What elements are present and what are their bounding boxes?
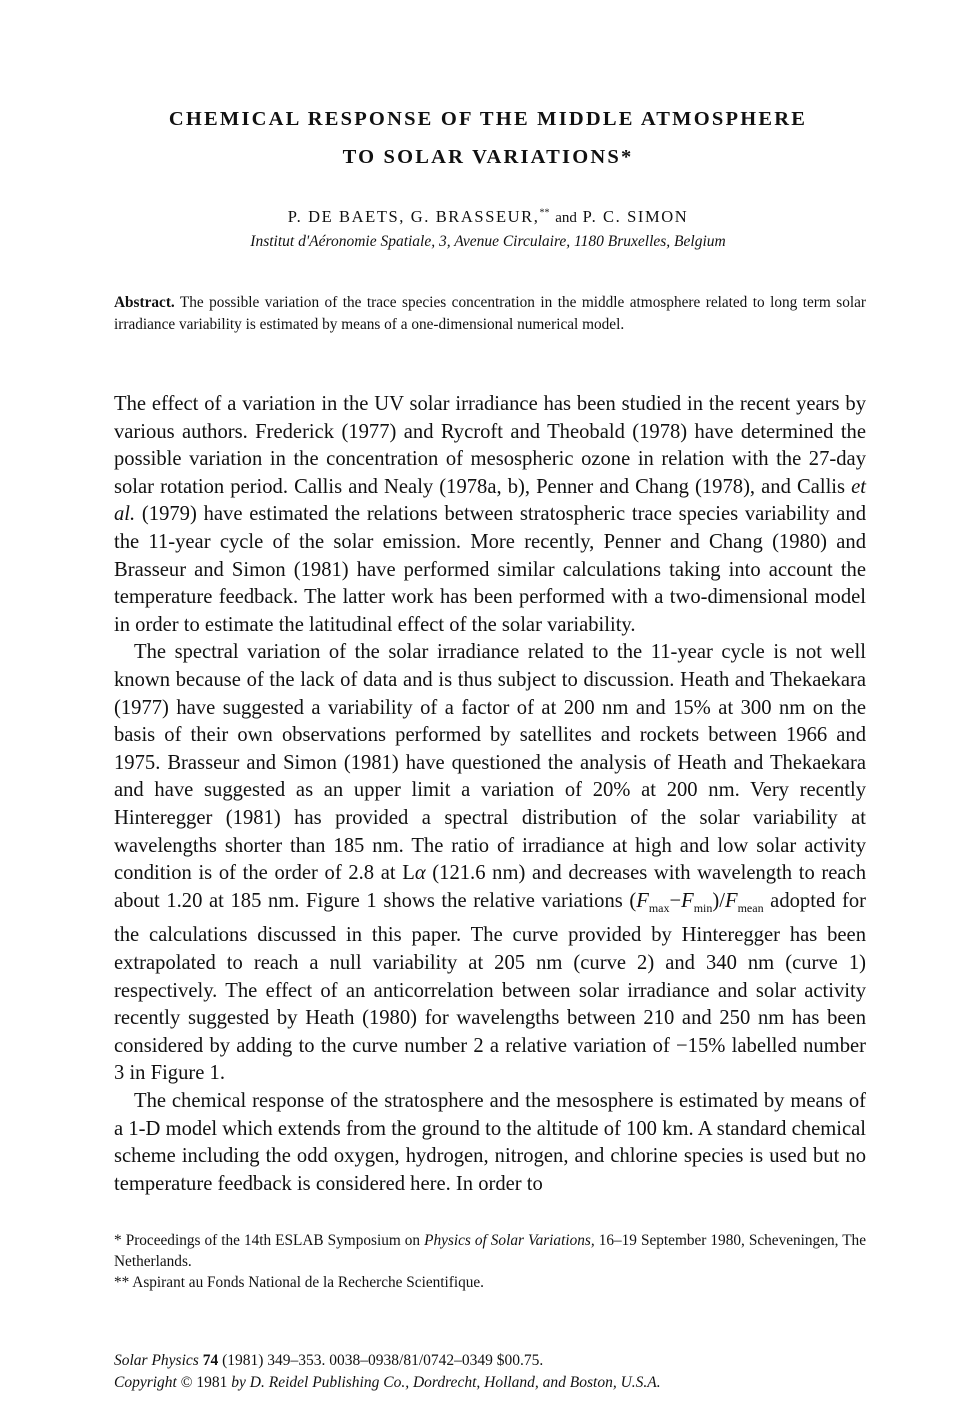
authors-first: P. DE BAETS, G. BRASSEUR,: [287, 207, 540, 226]
p2-text-b: (121.6 nm) and decreases with wavelength to reach about 1.20 at 185 nm. Figure 1 shows the relative variations (: [114, 862, 866, 912]
copyright-year: 1981: [192, 1374, 232, 1391]
footnote-1-text-b: 16–19 September 1980, Scheveningen, The Netherlands.: [114, 1232, 866, 1270]
abstract-label: Abstract.: [114, 294, 175, 311]
alpha-symbol: α: [414, 862, 426, 885]
abstract: [114, 292, 866, 336]
copyright-line: [114, 1372, 866, 1394]
f-symbol: F: [681, 889, 694, 912]
f-symbol: F: [724, 889, 738, 912]
footnote-2-text: Aspirant au Fonds National de la Recherche Scientifique.: [132, 1274, 485, 1291]
footnote-2-mark: **: [114, 1274, 130, 1291]
body-paragraph-3: The chemical response of the stratosphere and the mesosphere is estimated by means of a 1-D model which extends from the ground to the altitude of 100 km. A standard chemical scheme including the odd oxygen, hydrogen, nitrogen, and chlorine species is used but no temperature feedback is considered here. In order to: [114, 1089, 866, 1195]
body-text: [114, 391, 866, 1198]
sub-mean: mean: [737, 900, 764, 915]
p1-etal: et al.: [114, 475, 866, 526]
publication-footer: [114, 1350, 866, 1394]
publisher-info: by D. Reidel Publishing Co., Dordrecht, Holland, and Boston, U.S.A.: [231, 1374, 661, 1391]
footnote-2: [114, 1272, 866, 1293]
abstract-text: The possible variation of the trace species concentration in the middle atmosphere related to long term solar irradiance variability is estimated by means of a one-dimensional numerical model.: [114, 294, 866, 333]
f-symbol: F: [636, 889, 649, 912]
footnotes: [114, 1230, 866, 1293]
citation-details: (1981) 349–353. 0038–0938/81/0742–0349 $00.75.: [218, 1352, 544, 1369]
citation-line: [114, 1350, 866, 1372]
p1-text-b: (1979) have estimated the relations between stratospheric trace species variability and the 11-year cycle of the solar emission. More recently, Penner and Chang (1980) and Brasseur and Simon (1981) have performed similar calculations taking into account the temperature feedback. The latter work has been performed with a two-dimensional model in order to estimate the latitudinal effect of the solar variability.: [114, 503, 866, 636]
paper-title-line-2: TO SOLAR VARIATIONS*: [342, 146, 634, 168]
paper-title-line-1: CHEMICAL RESPONSE OF THE MIDDLE ATMOSPHERE: [168, 108, 808, 130]
sub-max: max: [648, 900, 670, 915]
division-slash: )/: [712, 889, 725, 912]
author-line: [100, 207, 876, 227]
footnote-1: [114, 1230, 866, 1272]
sub-min: min: [693, 900, 713, 915]
footnote-1-mark: *: [114, 1232, 122, 1249]
p2-text-a: The spectral variation of the solar irradiance related to the 11-year cycle is not well known because of the lack of data and is thus subject to discussion. Heath and Thekaekara (1977) have suggested a variability of a factor of at 200 nm and 15% at 300 nm on the basis of their own observations performed by satellites and rockets between 1966 and 1975. Brasseur and Simon (1981) have questioned the analysis of Heath and Thekaekara and have suggested as an upper limit a variation of 20% at 200 nm. Very recently Hinteregger (1981) has provided a spectral distribution of the solar variability at wavelengths shorter than 185 nm. The ratio of irradiance at high and low solar activity condition is of the order of 2.8 at L: [114, 641, 866, 885]
authors-conjunction: and: [555, 210, 577, 226]
footnote-1-text-a: Proceedings of the 14th ESLAB Symposium on: [125, 1232, 425, 1249]
author-footnote-mark: **: [539, 207, 550, 219]
p1-text-a: The effect of a variation in the UV solar irradiance has been studied in the recent years by various authors. Frederick (1977) and Rycroft and Theobald (1978) have determined the possible variation in the concentration of mesospheric ozone in relation with the 27-day solar rotation period. Callis and Nealy (1978a, b), Penner and Chang (1978), and Callis: [114, 393, 866, 498]
copyright-icon: ©: [180, 1374, 193, 1391]
footnote-1-italic: Physics of Solar Variations,: [424, 1232, 595, 1249]
journal-name: Solar Physics: [114, 1352, 199, 1369]
copyright-label: Copyright: [114, 1374, 177, 1391]
p2-text-c: adopted for the calculations discussed in this paper. The curve provided by Hinteregger has been extrapolated to reach a null variability at 205 nm (curve 2) and 340 nm (curve 1) respectively. The effect of an anticorrelation between solar irradiance and solar activity recently suggested by Heath (1980) for wavelengths between 210 and 250 nm has been considered by adding to the curve number 2 a relative variation of −15% labelled number 3 in Figure 1.: [114, 889, 866, 1085]
authors-last: P. C. SIMON: [582, 207, 689, 226]
body-paragraph-1: [114, 391, 866, 639]
affiliation: Institut d'Aéronomie Spatiale, 3, Avenue Circulaire, 1180 Bruxelles, Belgium: [250, 233, 726, 250]
minus-sign: −: [669, 889, 682, 912]
journal-volume: 74: [202, 1352, 219, 1369]
body-paragraph-2: [114, 639, 866, 1088]
